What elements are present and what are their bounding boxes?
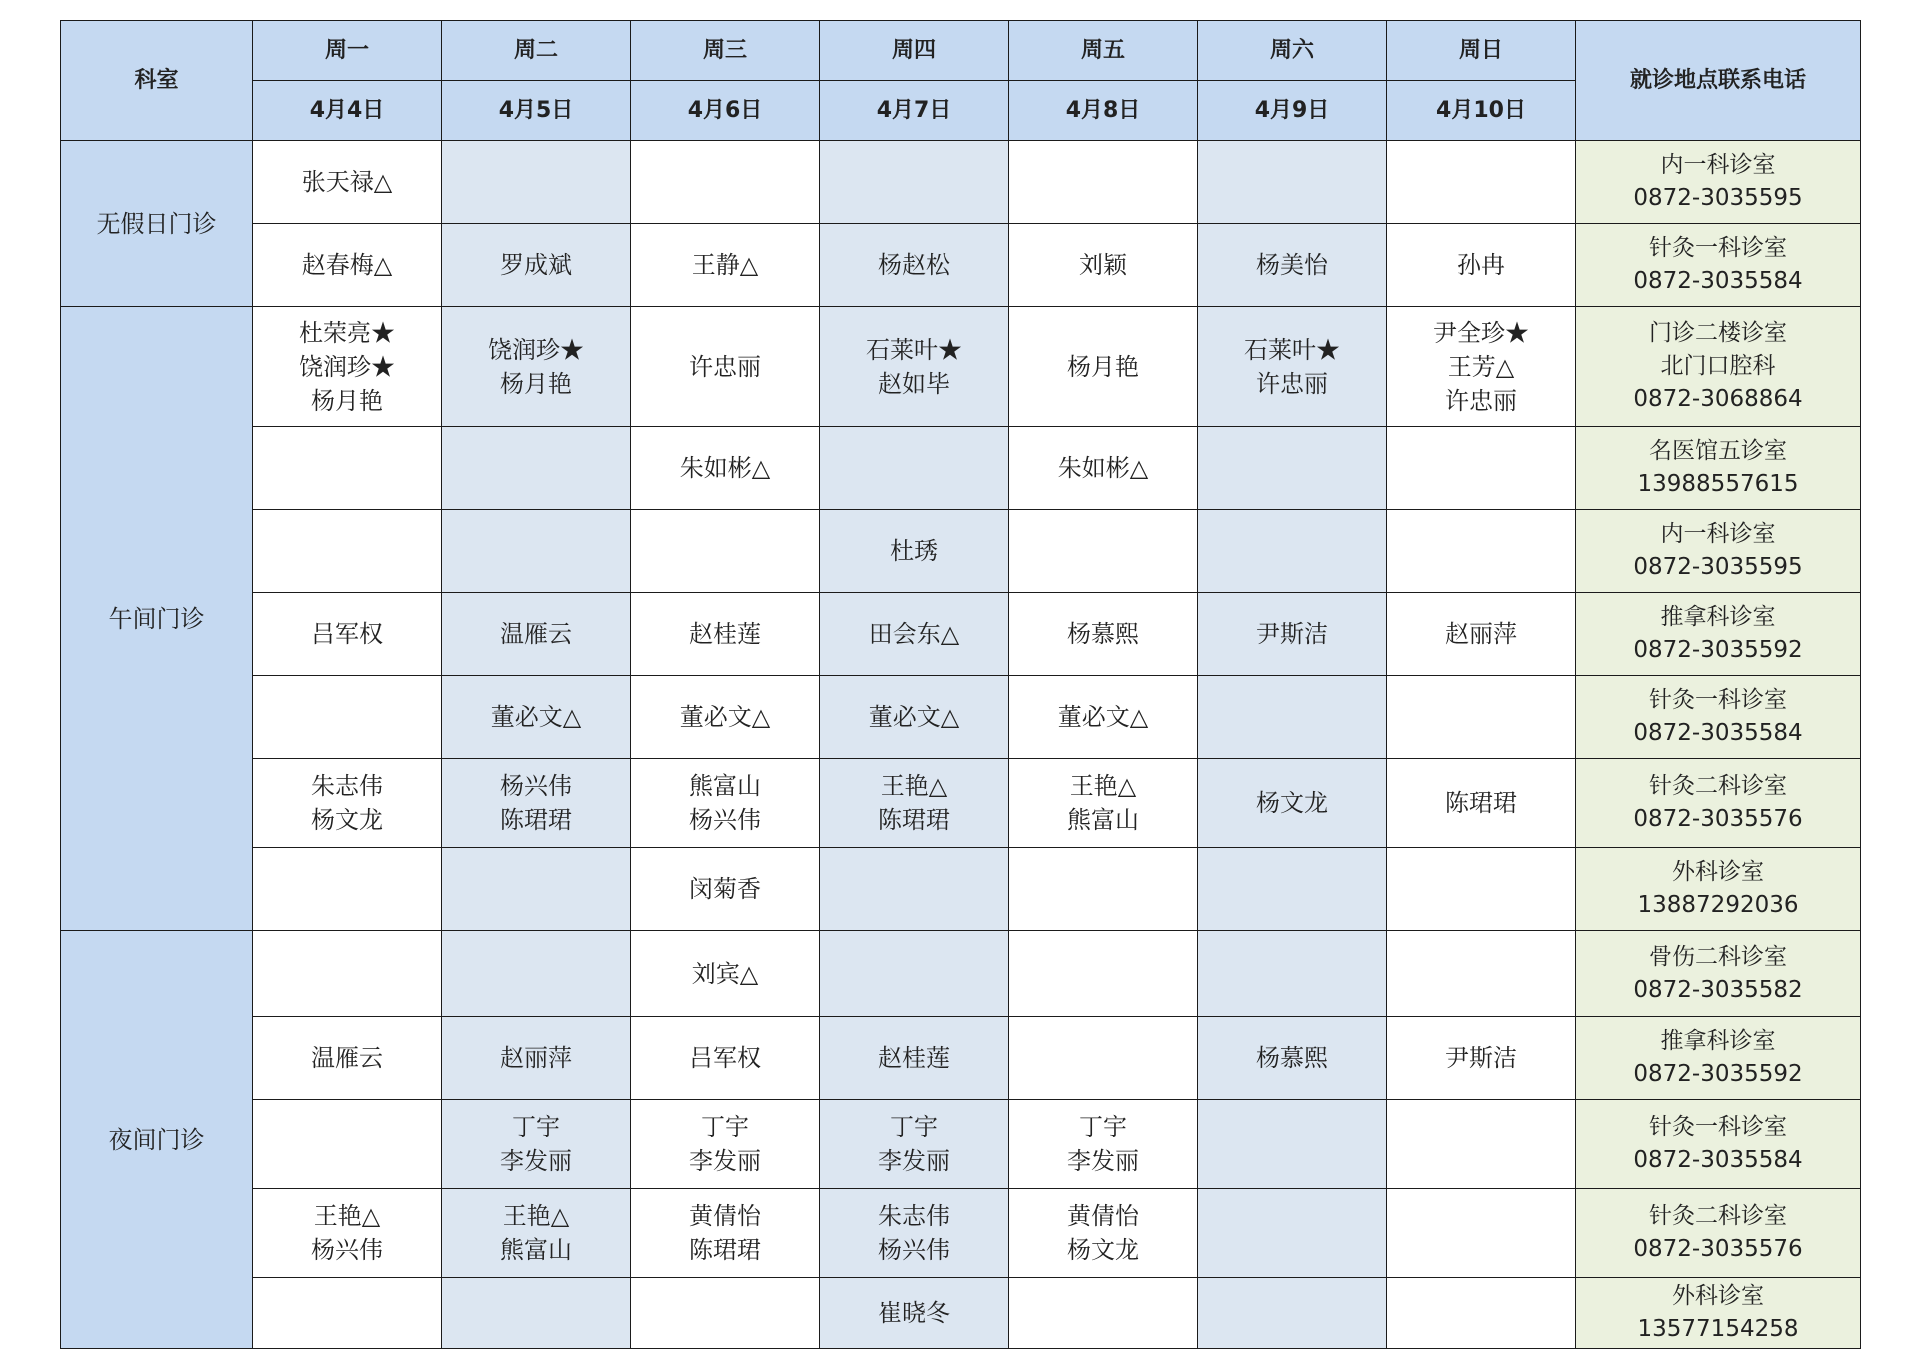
doctor-cell <box>631 1189 820 1278</box>
doctor-cell <box>631 1100 820 1189</box>
schedule-row <box>61 307 1861 427</box>
doctor-name: 杨兴伟 <box>311 1236 383 1264</box>
location-contact-cell <box>1576 931 1861 1017</box>
doctor-cell <box>1009 759 1198 848</box>
doctor-cell <box>820 510 1009 593</box>
doctor-name: 黄倩怡 <box>689 1202 761 1230</box>
schedule-row <box>61 593 1861 676</box>
doctor-cell <box>1198 759 1387 848</box>
doctor-cell <box>1009 307 1198 427</box>
doctor-name: 温雁云 <box>311 1044 383 1072</box>
schedule-row <box>61 1189 1861 1278</box>
doctor-name: 王艳△ <box>502 1202 570 1230</box>
doctor-name: 杨月艳 <box>500 369 572 398</box>
doctor-name: 许忠丽 <box>1256 369 1328 398</box>
doctor-cell <box>1387 848 1576 931</box>
doctor-name: 杨文龙 <box>311 806 383 834</box>
doctor-name: 董必文△ <box>490 703 582 731</box>
location-contact-cell <box>1576 1189 1861 1278</box>
location-line: 针灸二科诊室 <box>1649 1203 1787 1229</box>
location-line: 13577154258 <box>1637 1316 1799 1342</box>
weekday-header: 周四 <box>820 21 1009 81</box>
section-name: 无假日门诊 <box>61 141 253 307</box>
doctor-cell <box>1009 1017 1198 1100</box>
doctor-name: 丁宇 <box>1079 1113 1127 1141</box>
schedule-row <box>61 427 1861 510</box>
doctor-name: 赵桂莲 <box>689 620 761 648</box>
doctor-cell <box>631 307 820 427</box>
doctor-name: 赵丽萍 <box>500 1044 572 1072</box>
location-line: 0872-3035576 <box>1633 1236 1803 1262</box>
location-line: 内一科诊室 <box>1660 521 1776 547</box>
date-header: 4月9日 <box>1198 81 1387 141</box>
doctor-name: 熊富山 <box>1067 806 1139 834</box>
doctor-cell <box>1387 1017 1576 1100</box>
doctor-name: 黄倩怡 <box>1067 1202 1139 1230</box>
doctor-cell <box>1009 931 1198 1017</box>
location-contact-cell <box>1576 141 1861 224</box>
doctor-name: 杜荣亮★ <box>299 318 395 347</box>
location-line: 北门口腔科 <box>1660 353 1776 379</box>
doctor-cell <box>253 141 442 224</box>
doctor-cell <box>442 307 631 427</box>
doctor-name: 李发丽 <box>689 1147 761 1175</box>
location-contact-cell <box>1576 759 1861 848</box>
doctor-cell <box>631 141 820 224</box>
doctor-cell <box>442 1278 631 1349</box>
doctor-cell <box>253 676 442 759</box>
doctor-cell <box>442 848 631 931</box>
location-line: 0872-3035592 <box>1633 1061 1803 1087</box>
location-contact-cell <box>1576 510 1861 593</box>
doctor-cell <box>442 1100 631 1189</box>
doctor-name: 李发丽 <box>500 1147 572 1175</box>
location-line: 0872-3035584 <box>1633 720 1803 746</box>
doctor-cell <box>1198 307 1387 427</box>
doctor-cell <box>1387 510 1576 593</box>
doctor-name: 刘颖 <box>1079 251 1127 279</box>
doctor-cell <box>253 1017 442 1100</box>
doctor-cell <box>253 759 442 848</box>
doctor-name: 赵丽萍 <box>1445 620 1517 648</box>
doctor-name: 尹全珍★ <box>1433 318 1529 347</box>
doctor-name: 杨兴伟 <box>878 1236 950 1264</box>
doctor-cell <box>820 141 1009 224</box>
doctor-cell <box>631 759 820 848</box>
weekday-header: 周三 <box>631 21 820 81</box>
location-line: 针灸二科诊室 <box>1649 773 1787 799</box>
doctor-name: 董必文△ <box>679 703 771 731</box>
date-header: 4月7日 <box>820 81 1009 141</box>
doctor-cell <box>820 1278 1009 1349</box>
doctor-cell <box>253 510 442 593</box>
weekday-header: 周六 <box>1198 21 1387 81</box>
doctor-name: 刘宾△ <box>691 959 759 988</box>
doctor-name: 丁宇 <box>701 1113 749 1141</box>
location-line: 针灸一科诊室 <box>1649 687 1787 713</box>
doctor-name: 杨兴伟 <box>500 772 572 800</box>
doctor-name: 许忠丽 <box>1445 386 1517 415</box>
doctor-name: 董必文△ <box>868 703 960 731</box>
doctor-name: 饶润珍★ <box>488 335 584 364</box>
doctor-cell <box>253 1189 442 1278</box>
doctor-name: 熊富山 <box>500 1236 572 1264</box>
doctor-cell <box>1198 1278 1387 1349</box>
doctor-cell <box>253 427 442 510</box>
schedule-row <box>61 931 1861 1017</box>
location-line: 外科诊室 <box>1672 1283 1764 1309</box>
doctor-name: 陈珺珺 <box>689 1236 761 1264</box>
location-contact-cell <box>1576 593 1861 676</box>
date-header: 4月4日 <box>253 81 442 141</box>
doctor-name: 杨兴伟 <box>689 806 761 834</box>
location-contact-cell <box>1576 427 1861 510</box>
doctor-name: 王静△ <box>691 251 759 279</box>
doctor-name: 赵如毕 <box>878 369 950 398</box>
doctor-name: 杜琇 <box>890 537 938 565</box>
doctor-cell <box>1198 676 1387 759</box>
clinic-schedule-table <box>60 20 1861 1349</box>
doctor-cell <box>253 307 442 427</box>
doctor-name: 石莱叶★ <box>866 335 962 364</box>
doctor-name: 丁宇 <box>512 1113 560 1141</box>
doctor-name: 朱志伟 <box>311 772 383 800</box>
location-contact-cell <box>1576 1100 1861 1189</box>
doctor-cell <box>253 1100 442 1189</box>
doctor-cell <box>631 676 820 759</box>
doctor-cell <box>631 931 820 1017</box>
schedule-row <box>61 848 1861 931</box>
schedule-row <box>61 1100 1861 1189</box>
doctor-name: 石莱叶★ <box>1244 335 1340 364</box>
doctor-cell <box>1009 224 1198 307</box>
doctor-name: 朱如彬△ <box>679 454 771 482</box>
doctor-cell <box>1009 593 1198 676</box>
doctor-cell <box>1387 593 1576 676</box>
location-line: 0872-3068864 <box>1633 386 1803 412</box>
doctor-name: 张天禄△ <box>301 168 393 196</box>
doctor-cell <box>1198 593 1387 676</box>
doctor-cell <box>631 427 820 510</box>
location-line: 0872-3035595 <box>1633 554 1803 580</box>
doctor-cell <box>1387 676 1576 759</box>
doctor-name: 陈珺珺 <box>878 806 950 834</box>
weekday-header: 周一 <box>253 21 442 81</box>
schedule-row <box>61 759 1861 848</box>
location-line: 0872-3035584 <box>1633 1147 1803 1173</box>
doctor-cell <box>1387 759 1576 848</box>
dept-header: 科室 <box>61 21 253 141</box>
doctor-cell <box>820 1100 1009 1189</box>
doctor-cell <box>820 848 1009 931</box>
doctor-cell <box>820 759 1009 848</box>
doctor-cell <box>1009 1100 1198 1189</box>
schedule-row <box>61 676 1861 759</box>
section-name: 午间门诊 <box>61 307 253 931</box>
doctor-cell <box>1387 1100 1576 1189</box>
location-line: 针灸一科诊室 <box>1649 235 1787 261</box>
location-line: 内一科诊室 <box>1660 152 1776 178</box>
doctor-cell <box>631 1017 820 1100</box>
location-line: 骨伤二科诊室 <box>1649 943 1787 970</box>
weekday-header: 周日 <box>1387 21 1576 81</box>
doctor-cell <box>1387 141 1576 224</box>
doctor-cell <box>442 931 631 1017</box>
doctor-cell <box>631 1278 820 1349</box>
doctor-cell <box>1387 931 1576 1017</box>
doctor-cell <box>1009 1189 1198 1278</box>
doctor-cell <box>253 224 442 307</box>
date-header: 4月6日 <box>631 81 820 141</box>
doctor-cell <box>820 307 1009 427</box>
schedule-row <box>61 510 1861 593</box>
location-contact-cell <box>1576 224 1861 307</box>
location-line: 针灸一科诊室 <box>1649 1114 1787 1140</box>
location-line: 0872-3035595 <box>1633 185 1803 211</box>
location-line: 门诊二楼诊室 <box>1649 320 1787 346</box>
doctor-name: 杨慕熙 <box>1256 1044 1328 1072</box>
doctor-cell <box>820 593 1009 676</box>
doctor-cell <box>442 141 631 224</box>
doctor-cell <box>1387 224 1576 307</box>
doctor-name: 罗成斌 <box>500 251 572 279</box>
doctor-name: 吕军权 <box>311 620 383 648</box>
doctor-cell <box>442 427 631 510</box>
schedule-row <box>61 1278 1861 1349</box>
doctor-cell <box>820 1189 1009 1278</box>
doctor-name: 王艳△ <box>313 1202 381 1230</box>
location-line: 0872-3035576 <box>1633 806 1803 832</box>
doctor-cell <box>253 848 442 931</box>
doctor-cell <box>820 224 1009 307</box>
doctor-cell <box>1387 1189 1576 1278</box>
doctor-cell <box>820 427 1009 510</box>
schedule-row <box>61 1017 1861 1100</box>
doctor-name: 赵桂莲 <box>878 1044 950 1072</box>
doctor-name: 朱志伟 <box>878 1202 950 1230</box>
doctor-cell <box>1198 1100 1387 1189</box>
location-line: 0872-3035592 <box>1633 637 1803 663</box>
doctor-name: 杨慕熙 <box>1067 620 1139 648</box>
doctor-cell <box>1198 1017 1387 1100</box>
doctor-cell <box>1387 307 1576 427</box>
location-contact-cell <box>1576 848 1861 931</box>
location-contact-cell <box>1576 1017 1861 1100</box>
doctor-name: 陈珺珺 <box>1445 789 1517 817</box>
doctor-cell <box>442 676 631 759</box>
location-line: 0872-3035584 <box>1633 268 1803 294</box>
weekday-header: 周五 <box>1009 21 1198 81</box>
doctor-cell <box>1009 1278 1198 1349</box>
doctor-cell <box>442 593 631 676</box>
doctor-name: 杨月艳 <box>311 386 383 415</box>
doctor-name: 杨文龙 <box>1256 789 1328 817</box>
doctor-cell <box>1387 1278 1576 1349</box>
doctor-cell <box>631 593 820 676</box>
location-line: 名医馆五诊室 <box>1649 438 1787 464</box>
date-header: 4月10日 <box>1387 81 1576 141</box>
doctor-name: 饶润珍★ <box>299 352 395 381</box>
location-line: 外科诊室 <box>1672 859 1764 885</box>
doctor-cell <box>631 848 820 931</box>
doctor-name: 李发丽 <box>1067 1147 1139 1175</box>
doctor-name: 闵菊香 <box>689 875 761 903</box>
doctor-cell <box>820 1017 1009 1100</box>
doctor-cell <box>1387 427 1576 510</box>
doctor-cell <box>1009 427 1198 510</box>
section-name: 夜间门诊 <box>61 931 253 1349</box>
table-header <box>61 21 1861 141</box>
doctor-name: 董必文△ <box>1057 703 1149 731</box>
doctor-name: 王艳△ <box>1069 772 1137 800</box>
date-header: 4月5日 <box>442 81 631 141</box>
doctor-name: 杨美怡 <box>1256 251 1328 279</box>
doctor-name: 王芳△ <box>1447 352 1515 381</box>
doctor-cell <box>1198 1189 1387 1278</box>
doctor-name: 尹斯洁 <box>1445 1044 1517 1072</box>
doctor-name: 温雁云 <box>500 620 572 648</box>
doctor-name: 许忠丽 <box>689 352 761 381</box>
schedule-row <box>61 141 1861 224</box>
doctor-cell <box>1009 510 1198 593</box>
doctor-cell <box>820 931 1009 1017</box>
doctor-name: 崔晓冬 <box>878 1299 950 1327</box>
doctor-name: 熊富山 <box>689 772 761 800</box>
doctor-cell <box>253 1278 442 1349</box>
doctor-cell <box>442 1189 631 1278</box>
doctor-name: 陈珺珺 <box>500 806 572 834</box>
doctor-cell <box>1198 848 1387 931</box>
table-body <box>61 141 1861 1349</box>
location-contact-cell <box>1576 1278 1861 1349</box>
doctor-cell <box>442 759 631 848</box>
doctor-name: 杨月艳 <box>1067 352 1139 381</box>
doctor-cell <box>442 510 631 593</box>
doctor-name: 吕军权 <box>689 1044 761 1072</box>
doctor-cell <box>1009 848 1198 931</box>
location-line: 推拿科诊室 <box>1660 604 1776 630</box>
doctor-cell <box>631 510 820 593</box>
location-header: 就诊地点联系电话 <box>1576 21 1861 141</box>
doctor-name: 田会东△ <box>868 620 960 648</box>
location-line: 13887292036 <box>1637 892 1799 918</box>
location-contact-cell <box>1576 676 1861 759</box>
doctor-name: 朱如彬△ <box>1057 454 1149 482</box>
doctor-name: 赵春梅△ <box>301 251 393 279</box>
doctor-cell <box>1198 510 1387 593</box>
doctor-cell <box>1009 141 1198 224</box>
doctor-cell <box>442 1017 631 1100</box>
doctor-cell <box>1009 676 1198 759</box>
doctor-cell <box>631 224 820 307</box>
doctor-name: 王艳△ <box>880 772 948 800</box>
location-line: 0872-3035582 <box>1633 976 1803 1003</box>
location-contact-cell <box>1576 307 1861 427</box>
doctor-name: 杨文龙 <box>1067 1236 1139 1264</box>
location-line: 13988557615 <box>1637 471 1799 497</box>
doctor-cell <box>442 224 631 307</box>
doctor-name: 孙冉 <box>1457 251 1505 279</box>
weekday-header: 周二 <box>442 21 631 81</box>
schedule-row <box>61 224 1861 307</box>
doctor-name: 丁宇 <box>890 1113 938 1141</box>
doctor-cell <box>820 676 1009 759</box>
doctor-cell <box>1198 224 1387 307</box>
doctor-cell <box>1198 427 1387 510</box>
doctor-name: 尹斯洁 <box>1256 620 1328 648</box>
doctor-cell <box>253 931 442 1017</box>
location-line: 推拿科诊室 <box>1660 1028 1776 1054</box>
doctor-name: 杨赵松 <box>878 251 950 279</box>
doctor-cell <box>253 593 442 676</box>
doctor-cell <box>1198 931 1387 1017</box>
doctor-cell <box>1198 141 1387 224</box>
doctor-name: 李发丽 <box>878 1147 950 1175</box>
date-header: 4月8日 <box>1009 81 1198 141</box>
